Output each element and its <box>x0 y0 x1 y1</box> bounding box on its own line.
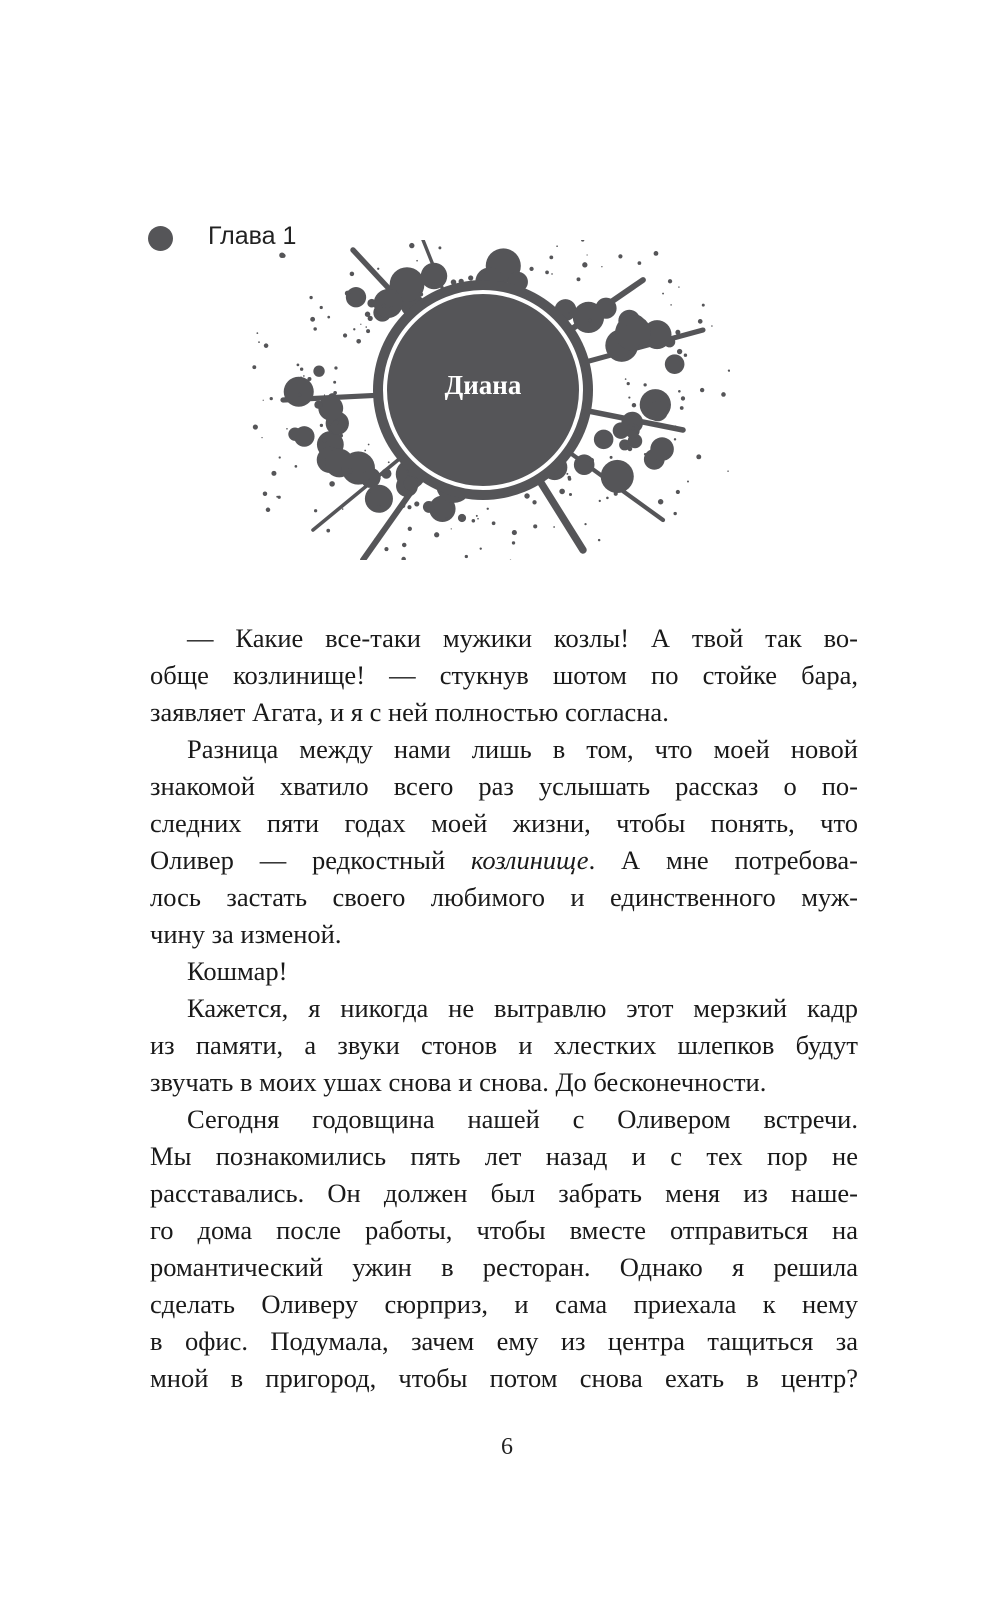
splatter-mark <box>329 481 335 487</box>
splatter-mark <box>320 424 323 427</box>
splatter-mark <box>368 444 370 446</box>
text-line: романтический ужин в ресторан. Однако я решила <box>150 1252 858 1282</box>
splatter-mark <box>670 304 672 306</box>
splatter-mark <box>711 325 713 327</box>
splatter-mark <box>628 354 632 358</box>
splatter-mark <box>625 469 626 470</box>
splatter-mark <box>284 377 314 407</box>
splatter-mark <box>266 508 271 513</box>
splatter-mark <box>615 315 651 351</box>
splatter-mark <box>618 254 622 258</box>
splatter-mark <box>675 330 680 335</box>
splatter-mark <box>551 273 553 275</box>
splatter-mark <box>438 246 441 249</box>
splatter-mark <box>384 547 388 551</box>
splatter-mark <box>403 476 417 490</box>
splatter-mark <box>407 505 411 509</box>
splatter-mark <box>638 345 643 350</box>
splatter-mark <box>684 353 687 356</box>
splatter-mark <box>674 438 676 440</box>
text-line: обще козлинище! — стукнув шотом по стойке бара, <box>150 660 858 690</box>
splatter-mark <box>363 471 365 473</box>
chapter-label: Глава 1 <box>208 222 297 250</box>
splatter-mark <box>334 420 339 425</box>
splatter-mark <box>339 434 343 438</box>
splatter-mark <box>545 270 549 274</box>
splatter-mark <box>342 451 375 484</box>
splatter-mark <box>320 306 323 309</box>
splatter-mark <box>378 477 380 479</box>
splatter-mark <box>577 277 581 281</box>
splatter-mark <box>654 251 659 256</box>
splatter-mark <box>289 432 291 434</box>
splatter-mark <box>369 490 371 492</box>
text-line: в офис. Подумала, зачем ему из центра тащиться за <box>150 1326 858 1356</box>
splatter-mark <box>263 400 264 401</box>
splatter-mark <box>314 401 322 409</box>
splatter-mark <box>524 493 529 498</box>
splatter-mark <box>261 437 262 438</box>
text-line: звучать в моих ушах снова и снова. До бесконечности. <box>150 1067 767 1097</box>
splatter-mark <box>553 526 555 528</box>
splatter-mark <box>400 503 405 508</box>
splatter-mark <box>608 314 611 317</box>
splatter-mark <box>423 501 435 513</box>
splatter-mark <box>343 427 345 429</box>
text-line: лось застать своего любимого и единственного муж- <box>150 882 858 912</box>
splatter-mark <box>650 437 674 461</box>
splatter-mark <box>263 492 267 496</box>
splatter-mark <box>472 519 476 523</box>
splatter-mark <box>401 557 406 560</box>
splatter-mark <box>574 454 595 475</box>
splatter-mark <box>281 254 285 258</box>
splatter-mark <box>656 464 661 469</box>
splatter-mark <box>271 471 276 476</box>
splatter-mark <box>264 343 269 348</box>
splatter-mark <box>624 324 626 326</box>
splatter-mark <box>278 496 281 499</box>
splatter-mark <box>327 316 330 319</box>
splatter-mark <box>676 490 680 494</box>
splatter-mark <box>458 514 466 522</box>
splatter-mark <box>477 518 479 520</box>
splatter-mark <box>334 366 337 369</box>
splatter-mark <box>588 319 591 322</box>
splatter-mark <box>584 523 586 525</box>
splatter-mark <box>365 312 370 317</box>
splatter-mark <box>480 548 482 550</box>
splatter-mark <box>702 304 705 307</box>
splatter-mark <box>347 468 352 473</box>
splatter-mark <box>665 354 685 374</box>
splatter-mark <box>310 317 315 322</box>
splatter-mark <box>594 430 614 450</box>
splatter-mark <box>568 476 571 479</box>
splatter-mark <box>408 527 412 531</box>
text-line: Кошмар! <box>187 956 288 986</box>
splatter-mark <box>589 458 594 463</box>
splatter-mark <box>569 493 572 496</box>
splatter-mark <box>512 541 515 544</box>
splatter-mark <box>451 528 452 529</box>
splatter-mark <box>607 345 610 348</box>
splatter-mark <box>388 461 390 463</box>
splatter-mark <box>492 521 496 525</box>
splatter-mark <box>381 469 391 479</box>
splatter-mark <box>303 375 305 377</box>
splatter-mark <box>431 282 435 286</box>
splatter-mark <box>658 499 663 504</box>
splatter-mark <box>678 390 681 393</box>
splatter-mark <box>324 394 325 395</box>
splatter-mark <box>610 456 613 459</box>
splatter-mark <box>613 422 630 439</box>
splatter-mark <box>632 403 636 407</box>
text-line: чину за изменой. <box>150 919 342 949</box>
splatter-mark <box>360 324 361 325</box>
splatter-mark <box>638 261 642 265</box>
splatter-mark <box>313 327 316 330</box>
splatter-mark <box>368 479 370 481</box>
splatter-mark <box>350 272 355 277</box>
splatter-mark <box>356 339 361 344</box>
splatter-mark <box>727 470 729 472</box>
splatter-mark <box>673 512 676 515</box>
splatter-mark <box>295 465 298 468</box>
text-line: из памяти, а звуки стонов и хлестких шлепков будут <box>150 1030 858 1060</box>
chapter-bullet-icon <box>148 226 173 251</box>
splatter-mark <box>529 267 533 271</box>
splatter-mark <box>700 388 704 392</box>
splatter-mark <box>313 365 324 376</box>
splatter-mark <box>487 508 489 510</box>
text-line: мной в пригород, чтобы потом снова ехать в центр? <box>150 1363 858 1393</box>
splatter-mark <box>382 304 387 309</box>
splatter-mark <box>414 501 419 506</box>
splatter-mark <box>606 497 609 500</box>
splatter-mark <box>680 406 684 410</box>
splatter-mark <box>728 370 730 372</box>
splatter-mark <box>674 425 677 428</box>
text-line: знакомой хватило всего раз услышать рассказ о по- <box>150 771 858 801</box>
splatter-mark <box>392 289 397 294</box>
splatter-mark <box>644 453 646 455</box>
splatter-mark <box>314 509 317 512</box>
splatter-mark <box>643 383 646 386</box>
splatter-mark <box>309 296 312 299</box>
splatter-mark <box>598 539 600 541</box>
text-line: Мы познакомились пять лет назад и с тех пор не <box>150 1141 858 1171</box>
splatter-mark <box>628 396 630 398</box>
text-line: расставались. Он должен был забрать меня из наше- <box>150 1178 858 1208</box>
splatter-mark <box>566 473 568 475</box>
splatter-mark <box>601 266 602 267</box>
splatter-mark <box>326 529 330 533</box>
splatter-mark <box>364 450 366 452</box>
page-number: 6 <box>501 1434 513 1460</box>
text-line: Кажется, я никогда не вытравлю этот мерзкий кадр <box>187 993 858 1023</box>
text-line: Разница между нами лишь в том, что моей новой <box>187 734 858 764</box>
splatter-mark <box>333 381 336 384</box>
splatter-mark <box>377 268 379 270</box>
splatter-mark <box>512 530 517 535</box>
splatter-mark <box>582 262 587 267</box>
splatter-mark <box>631 426 635 430</box>
splatter-mark <box>363 480 365 482</box>
splatter-mark <box>573 302 604 333</box>
splatter-mark <box>279 456 281 458</box>
text-line: следних пяти годах моей жизни, чтобы понять, что <box>150 808 858 838</box>
splatter-mark <box>252 365 256 369</box>
splatter-mark <box>402 543 407 548</box>
splatter-mark <box>300 368 303 371</box>
splatter-mark <box>532 500 536 504</box>
splatter-mark <box>419 292 423 296</box>
splatter-mark <box>409 243 414 248</box>
splatter-mark <box>258 341 260 343</box>
splatter-mark <box>625 378 627 380</box>
splatter-mark <box>297 363 300 366</box>
splatter-mark <box>318 396 343 421</box>
splatter-mark <box>286 428 288 430</box>
splatter-mark <box>681 396 685 400</box>
splatter-mark <box>476 515 478 517</box>
splatter-mark <box>374 289 403 318</box>
splatter-mark <box>648 401 668 421</box>
splatter-mark <box>533 524 537 528</box>
splatter-mark <box>581 240 584 242</box>
splatter-mark <box>601 460 634 493</box>
splatter-mark <box>614 492 618 496</box>
splatter-mark <box>468 275 473 280</box>
splatter-mark <box>678 286 679 287</box>
splatter-mark <box>434 532 439 537</box>
splatter-mark <box>253 424 258 429</box>
splatter-mark <box>602 481 604 483</box>
splatter-mark <box>662 293 664 295</box>
splatter-mark <box>446 517 449 520</box>
body-text <box>150 620 858 1397</box>
splatter-mark <box>333 391 337 395</box>
text-line: Сегодня годовщина нашей с Оливером встречи. <box>187 1104 858 1134</box>
text-line: — Какие все-таки мужики козлы! А твой так во- <box>187 623 858 653</box>
splatter-mark <box>346 287 366 307</box>
splatter-mark <box>342 508 344 510</box>
splatter-mark <box>343 333 347 337</box>
text-line: сделать Оливеру сюрприз, и сама приехала к нему <box>150 1289 858 1319</box>
splatter-mark <box>345 291 350 296</box>
splatter-mark <box>368 547 373 552</box>
splatter-mark <box>377 505 382 510</box>
splatter-mark <box>649 464 651 466</box>
splatter-mark <box>307 377 311 381</box>
splatter-mark <box>270 397 273 400</box>
splatter-mark <box>559 489 565 495</box>
text-line: Оливер — редкостный козлинище. А мне потребова- <box>150 845 858 875</box>
text-line: заявляет Агата, и я с ней полностью согласна. <box>150 697 669 727</box>
splatter-mark <box>586 254 587 255</box>
splatter-mark <box>366 329 370 333</box>
splatter-mark <box>298 393 302 397</box>
splatter-mark <box>374 538 377 541</box>
splatter-mark <box>256 332 258 334</box>
splatter-mark <box>353 328 355 330</box>
chapter-character-name: Диана <box>444 370 522 400</box>
splatter-mark <box>389 306 393 310</box>
splatter-mark <box>322 438 327 443</box>
splatter-mark <box>636 431 638 433</box>
splatter-mark <box>365 326 367 328</box>
splatter-mark <box>548 497 551 500</box>
splatter-mark <box>628 447 633 452</box>
splatter-mark <box>556 245 558 247</box>
splatter-mark <box>300 376 301 377</box>
splatter-mark <box>485 273 486 274</box>
splatter-mark <box>465 555 468 558</box>
splatter-mark <box>696 454 701 459</box>
splatter-mark <box>294 426 315 447</box>
splatter-mark <box>599 500 601 502</box>
splatter-mark <box>554 474 555 475</box>
splatter-mark <box>687 480 689 482</box>
splatter-mark <box>568 312 570 314</box>
splatter-mark <box>698 319 703 324</box>
splatter-mark <box>627 382 630 385</box>
splatter-mark <box>668 279 672 283</box>
splatter-mark <box>416 260 418 262</box>
text-line: го дома после работы, чтобы вместе отправиться на <box>150 1215 858 1245</box>
splatter-mark <box>721 392 726 397</box>
splatter-mark <box>549 255 553 259</box>
splatter-mark <box>677 349 682 354</box>
